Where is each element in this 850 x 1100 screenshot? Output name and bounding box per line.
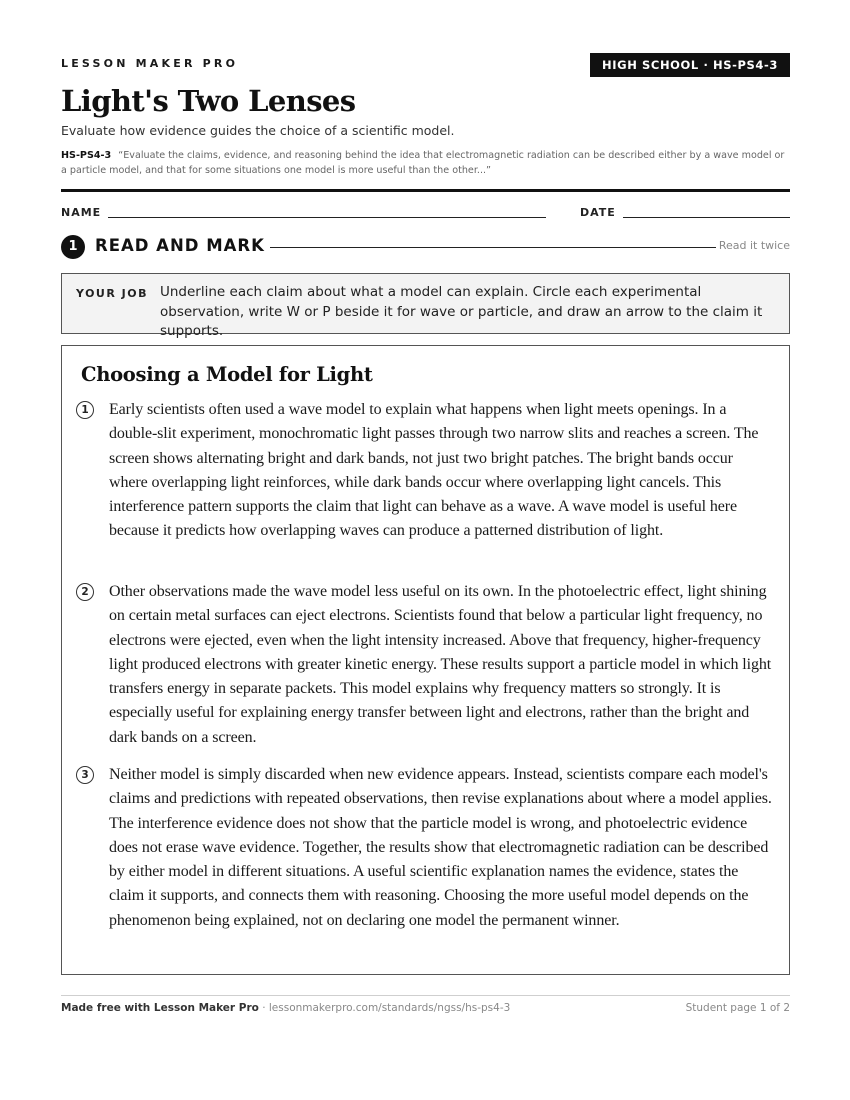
paragraph-number: 1 — [76, 401, 94, 419]
date-field[interactable] — [623, 217, 790, 218]
standard-statement — [61, 148, 790, 178]
instructions-text: Underline each claim about what a model can explain. Circle each experimental observation, write W or P beside it for wave or particle, and draw an arrow to the claim it supports. — [160, 284, 763, 339]
paragraph-number: 3 — [76, 766, 94, 784]
footer-credit — [61, 1002, 510, 1014]
section-note: Read it twice — [718, 239, 790, 252]
footer-url[interactable]: lessonmakerpro.com/standards/ngss/hs-ps4-3 — [268, 1002, 511, 1014]
paragraph-text: Other observations made the wave model less useful on its own. In the photoelectric effect, light shining on certain metal surfaces can eject electrons. Scientists found that below a particular light frequency, no electrons were ejected, even when the light intensity increased. Above that frequency, higher-frequency light produced electrons with greater kinetic energy. These results support a particle model in which light transfers energy in separate packets. This model explains why frequency matters so strongly. It is especially useful for explaining energy transfer between light and electrons, rather than the bright and dark bands on a screen. — [109, 583, 772, 746]
brand-name: LESSON MAKER PRO — [61, 57, 239, 70]
standard-text: “Evaluate the claims, evidence, and reasoning behind the idea that electromagnetic radiation can be described either by a wave model or a particle model, and that for some situations one model is more useful than the other...” — [61, 150, 785, 176]
page-subtitle: Evaluate how evidence guides the choice of a scientific model. — [61, 123, 455, 138]
instructions-box — [61, 273, 790, 339]
footer-divider — [61, 995, 790, 996]
footer-made-with: Made free with Lesson Maker Pro — [61, 1002, 259, 1014]
section-title: READ AND MARK — [95, 236, 265, 255]
paragraph-number: 2 — [76, 583, 94, 601]
passage-title: Choosing a Model for Light — [81, 363, 373, 386]
page-indicator: Student page 1 of 2 — [685, 1002, 790, 1014]
date-label: DATE — [580, 206, 616, 219]
section-rule — [270, 247, 716, 248]
page-title: Light's Two Lenses — [61, 84, 356, 118]
name-field[interactable] — [108, 217, 546, 218]
header-divider — [61, 189, 790, 192]
instructions-label: YOUR JOB — [76, 287, 148, 300]
section-number: 1 — [61, 235, 85, 259]
paragraph-text: Neither model is simply discarded when new evidence appears. Instead, scientists compare each model's claims and predictions with repeated observations, then revise explanations about where a model applies. The interference evidence does not show that the particle model is wrong, and photoelectric evidence does not erase wave evidence. Together, the results show that electromagnetic radiation can be described by either model in different situations. A useful scientific explanation names the evidence, states the claim it supports, and connects them with reasoning. Choosing the more useful model depends on the phenomenon being explained, not on declaring one model the permanent winner. — [109, 766, 772, 929]
paragraph-text: Early scientists often used a wave model to explain what happens when light meets openings. In a double-slit experiment, monochromatic light passes through two narrow slits and reaches a screen. The screen shows alternating bright and dark bands, not just two bright patches. The bright bands occur where overlapping light reinforces, while dark bands occur where overlapping light cancels. This interference pattern supports the claim that light can behave as a wave. A wave model is useful here because it predicts how overlapping waves can produce a patterned distribution of light. — [109, 401, 759, 540]
name-label: NAME — [61, 206, 102, 219]
grade-standard-badge: HIGH SCHOOL · HS-PS4-3 — [590, 53, 790, 77]
footer-separator: · — [258, 1002, 269, 1014]
standard-code: HS-PS4-3 — [61, 150, 112, 161]
reading-passage — [61, 345, 790, 975]
